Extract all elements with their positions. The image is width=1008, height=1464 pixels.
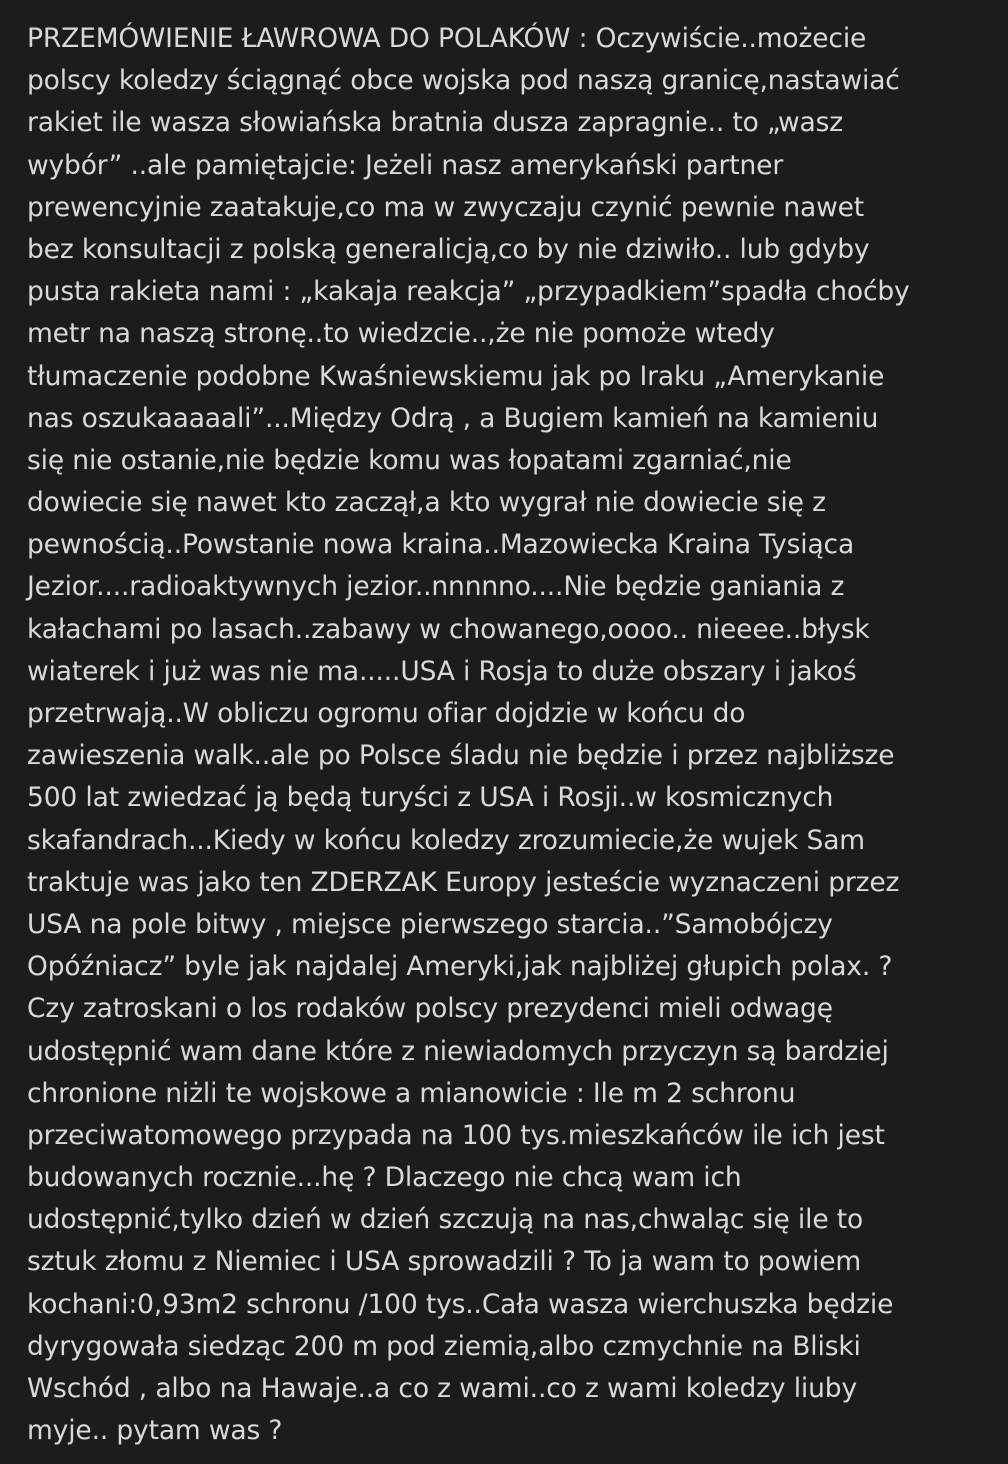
post-text-line: wiaterek i już was nie ma.....USA i Rosja to duże obszary i jakoś bbox=[27, 655, 857, 687]
post-text-line: traktuje was jako ten ZDERZAK Europy jesteście wyznaczeni przez bbox=[27, 866, 900, 898]
post-text-line: polscy koledzy ściągnąć obce wojska pod naszą granicę,nastawiać bbox=[27, 65, 900, 97]
post-text-line: kałachami po lasach..zabawy w chowanego,oooo.. nieeee..błysk bbox=[27, 613, 870, 645]
post-text-line: pewnością..Powstanie nowa kraina..Mazowiecka Kraina Tysiąca bbox=[27, 529, 855, 561]
post-text-line: bez konsultacji z polską generalicją,co by nie dziwiło.. lub gdyby bbox=[27, 233, 870, 265]
post-text-line: udostępnić,tylko dzień w dzień szczują na nas,chwaląc się ile to bbox=[27, 1204, 864, 1236]
post-text-line: rakiet ile wasza słowiańska bratnia dusza zapragnie.. to „wasz bbox=[27, 107, 844, 139]
post-text-line: sztuk złomu z Niemiec i USA sprowadzili ? To ja wam to powiem bbox=[27, 1246, 862, 1278]
post-text-line: Wschód , albo na Hawaje..a co z wami..co z wami koledzy liuby bbox=[27, 1373, 857, 1404]
post-text-line: metr na naszą stronę..to wiedzcie..,że nie pomoże wtedy bbox=[27, 318, 775, 350]
post-text-line: skafandrach...Kiedy w końcu koledzy zrozumiecie,że wujek Sam bbox=[27, 824, 865, 856]
post-text-line: Opóźniacz” byle jak najdalej Ameryki,jak najbliżej głupich polax. ? bbox=[27, 951, 893, 983]
post-text-line: Czy zatroskani o los rodaków polscy prezydenci mieli odwagę bbox=[27, 993, 833, 1025]
post-text-line: dowiecie się nawet kto zaczął,a kto wygrał nie dowiecie się z bbox=[27, 487, 826, 519]
post-text-line: tłumaczenie podobne Kwaśniewskiemu jak po Iraku „Amerykanie bbox=[27, 360, 885, 392]
post-text-line: budowanych rocznie...hę ? Dlaczego nie chcą wam ich bbox=[27, 1162, 742, 1194]
post-text-line: Jezior....radioaktywnych jezior..nnnnno....Nie będzie ganiania z bbox=[27, 571, 845, 603]
post-text-line: się nie ostanie,nie będzie komu was łopatami zgarniać,nie bbox=[27, 444, 792, 476]
post-text-line: myje.. pytam was ? bbox=[27, 1415, 283, 1447]
post-text-line: wybór” ..ale pamiętajcie: Jeżeli nasz amerykański partner bbox=[27, 149, 784, 181]
post-text-line: PRZEMÓWIENIE ŁAWROWA DO POLAKÓW : Oczywiście..możecie bbox=[27, 23, 867, 54]
post-text-line: dyrygowała siedząc 200 m pod ziemią,albo czmychnie na Bliski bbox=[27, 1330, 861, 1362]
post-text bbox=[27, 18, 996, 1452]
post-text-line: chronione niżli te wojskowe a mianowicie : Ile m 2 schronu bbox=[27, 1077, 796, 1109]
post-text-line: przetrwają..W obliczu ogromu ofiar dojdzie w końcu do bbox=[27, 698, 746, 729]
post-text-line: nas oszukaaaaali”...Między Odrą , a Bugiem kamień na kamieniu bbox=[27, 402, 879, 434]
post-text-line: przeciwatomowego przypada na 100 tys.mieszkańców ile ich jest bbox=[27, 1119, 885, 1151]
post-text-line: udostępnić wam dane które z niewiadomych przyczyn są bardziej bbox=[27, 1035, 889, 1067]
post-text-line: zawieszenia walk..ale po Polsce śladu nie będzie i przez najbliższe bbox=[27, 740, 895, 772]
post-text-line: prewencyjnie zaatakuje,co ma w zwyczaju czynić pewnie nawet bbox=[27, 191, 865, 223]
post-text-line: kochani:0,93m2 schronu /100 tys..Cała wasza wierchuszka będzie bbox=[27, 1288, 894, 1320]
post-text-line: pusta rakieta nami : „kakaja reakcja” „przypadkiem”spadła choćby bbox=[27, 276, 910, 308]
post-text-line: USA na pole bitwy , miejsce pierwszego starcia..”Samobójczy bbox=[27, 908, 833, 940]
post-text-line: 500 lat zwiedzać ją będą turyści z USA i Rosji..w kosmicznych bbox=[27, 782, 834, 814]
